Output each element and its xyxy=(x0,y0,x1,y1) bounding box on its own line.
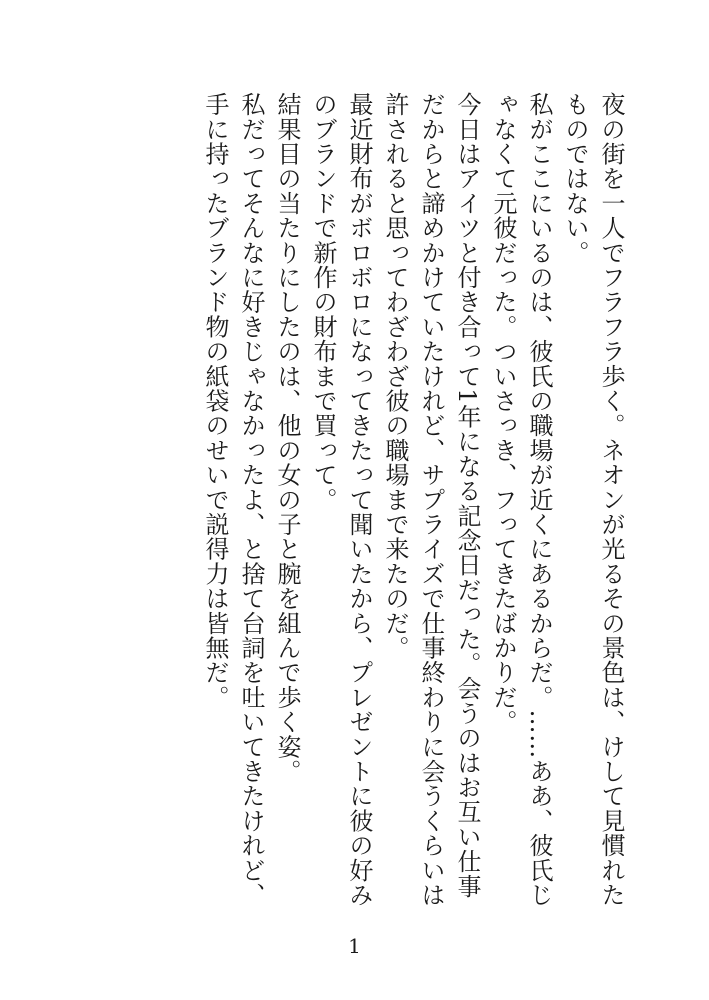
paragraph-1: 夜の街を一人でフラフラ歩く。ネオンが光るその景色は、けして見慣れたものではない。 xyxy=(561,92,625,908)
paragraph-4: 最近財布がボロボロになってきたって聞いたから、プレゼントに彼の好みのブランドで新作の財布まで買って。 xyxy=(309,92,373,908)
page-number: 1 xyxy=(348,934,361,958)
paragraph-3: 今日はアイツと付き合って1年になる記念日だった。会うのはお互い仕事だからと諦めかけていたけれど、サプライズで仕事終わりに会うくらいは許されると思ってわざわざ彼の職場まで来たのだ。 xyxy=(381,92,481,908)
paragraph-6: 私だってそんなに好きじゃなかったよ、と捨て台詞を吐いてきたけれど、手に持ったブランド物の紙袋のせいで説得力は皆無だ。 xyxy=(201,92,265,908)
paragraph-2: 私がここにいるのは、彼氏の職場が近くにあるからだ。……ああ、彼氏じゃなくて元彼だった。ついさっき、フってきたばかりだ。 xyxy=(489,92,553,908)
vertical-text-body xyxy=(197,92,629,912)
paragraph-5: 結果目の当たりにしたのは、他の女の子と腕を組んで歩く姿。 xyxy=(273,92,301,784)
